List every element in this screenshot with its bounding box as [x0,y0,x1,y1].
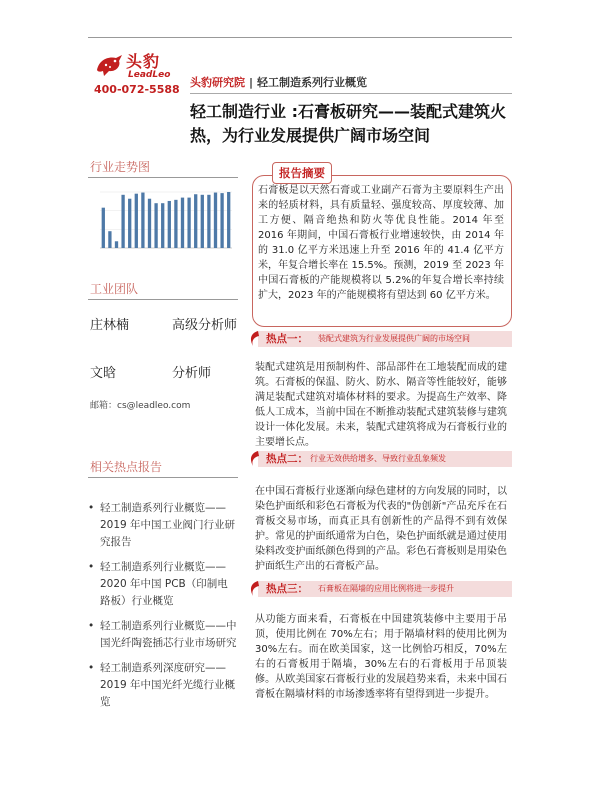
chart-bar [141,193,144,248]
analyst-role: 高级分析师 [172,318,238,333]
chart-bar [187,198,190,248]
chart-bar [102,208,105,248]
trend-section-title: 行业走势图 [90,160,151,174]
hotspot-subtitle: 行业无效供给增多、导致行业乱象频发 [310,454,446,463]
chart-bar [220,193,223,248]
breadcrumb-series: 轻工制造系列行业概览 [257,76,368,89]
chart-bar [108,231,111,248]
trend-chart [92,186,236,260]
hotspot-header [248,328,512,350]
hotspot-marker-icon [248,580,264,598]
chart-bar [128,199,131,248]
breadcrumb [190,74,367,90]
chart-bar [174,200,177,248]
chart-bar [201,195,204,248]
hotspot-subtitle: 装配式建筑为行业发展提供广阔的市场空间 [318,334,470,343]
top-rule [88,37,512,38]
hotspot-label: 热点一： [266,333,308,345]
breadcrumb-separator: | [249,76,254,89]
chart-bar [207,195,210,248]
chart-bar [227,192,230,248]
hotspot-text: 在中国石膏板行业逐渐向绿色建材的方向发展的同时，以染色护面纸和彩色石膏板为代表的"伪创新"产品充斥在石膏板交易市场，而真正具有创新性的产品得不到有效保护。常见的护面纸通常为白色，染色护面纸就是通过使用染料改变护面纸颜色得到的产品。彩色石膏板则是用染色护面纸生产出的石膏板产品。 [255,486,507,572]
chart-bar [214,193,217,248]
hotspot-marker-icon [248,330,264,348]
chart-bar [135,194,138,248]
chart-bar [148,199,151,248]
summary-text: 石膏板是以天然石膏或工业副产石膏为主要原料生产出来的轻质材料，具有质量轻、强度较高、厚度较薄、加工方便、隔音绝热和防火等优良性能。2014 年至 2016 年期间，中国石膏板行业增速较快，由 2014 年的 31.0 亿平方米迅速上升至 2016 年的 41.4 亿平方米，年复合增长率在 15.5%。预测，2019 至 2023 年中国石膏板的产能规模将以 5.2%的年复合增长率持续扩大，2023 年的产能规模将有望达到 60 亿平方米。 [258,185,504,301]
phone-number: 400-072-5588 [94,83,180,96]
summary-label: 报告摘要 [272,162,332,184]
hotspot-text: 装配式建筑是用预制构件、部品部件在工地装配而成的建筑。石膏板的保温、防火、防水、隔音等性能较好，能够满足装配式建筑对墙体材料的要求。为提高生产效率、降低人工成本，当前中国在不断推动装配式建筑装修与建筑设计一体化发展。未来，装配式建筑将成为石膏板行业的主要增长点。 [255,362,507,448]
hotspot-header [248,448,512,470]
breadcrumb-brand: 头豹研究院 [190,76,245,89]
trend-section-rule [88,177,238,178]
header-rule [190,93,512,94]
chart-bar [194,194,197,248]
hotspot-header [248,578,512,600]
related-section-title: 相关热点报告 [90,460,163,474]
chart-bar [154,203,157,248]
team-section-title: 工业团队 [90,282,139,296]
related-report-link[interactable]: • 轻工制造系列行业概览——中国光纤陶瓷插芯行业市场研究 [88,618,238,652]
hotspot-label: 热点二： [266,453,308,465]
company-logo [94,48,174,88]
logo-text-cn: 头豹 [126,52,161,71]
analyst-name: 文晗 [90,366,117,381]
chart-bar [121,195,124,248]
related-report-list [88,500,238,719]
related-report-link[interactable]: • 轻工制造系列行业概览——2020 年中国 PCB（印制电路板）行业概览 [88,559,238,610]
related-report-link[interactable]: • 轻工制造系列行业概览——2019 年中国工业阀门行业研究报告 [88,500,238,551]
related-report-link[interactable]: • 轻工制造系列深度研究——2019 年中国光纤光缆行业概览 [88,660,238,711]
hotspot-marker-icon [248,450,264,468]
analyst-role: 分析师 [172,366,212,381]
chart-bar [161,203,164,248]
logo-text-en: LeadLeo [128,70,171,80]
contact-email[interactable]: 邮箱：cs@leadleo.com [90,401,191,411]
analyst-name: 庄林楠 [90,318,130,333]
hotspot-label: 热点三： [266,583,308,595]
hotspot-subtitle: 石膏板在隔墙的应用比例将进一步提升 [318,584,454,593]
chart-bar [115,241,118,248]
related-section-rule [88,477,238,478]
chart-bar [181,198,184,248]
leopard-logo-icon [94,50,124,80]
team-section-rule [88,299,238,300]
hotspot-text: 从功能方面来看，石膏板在中国建筑装修中主要用于吊顶，使用比例在 70%左右；用于隔墙材料的使用比例为 30%左右。而在欧美国家，这一比例恰巧相反，70%左右的石膏板用于隔墙，30%左右的石膏板用于吊顶装修。从欧美国家石膏板行业的发展趋势来看，未来中国石膏板在隔墙材料的市场渗透率将有望得到进一步提升。 [255,614,507,700]
page-title: 轻工制造行业 :石膏板研究——装配式建筑火热，为行业发展提供广阔市场空间 [190,102,506,145]
chart-bar [168,201,171,248]
